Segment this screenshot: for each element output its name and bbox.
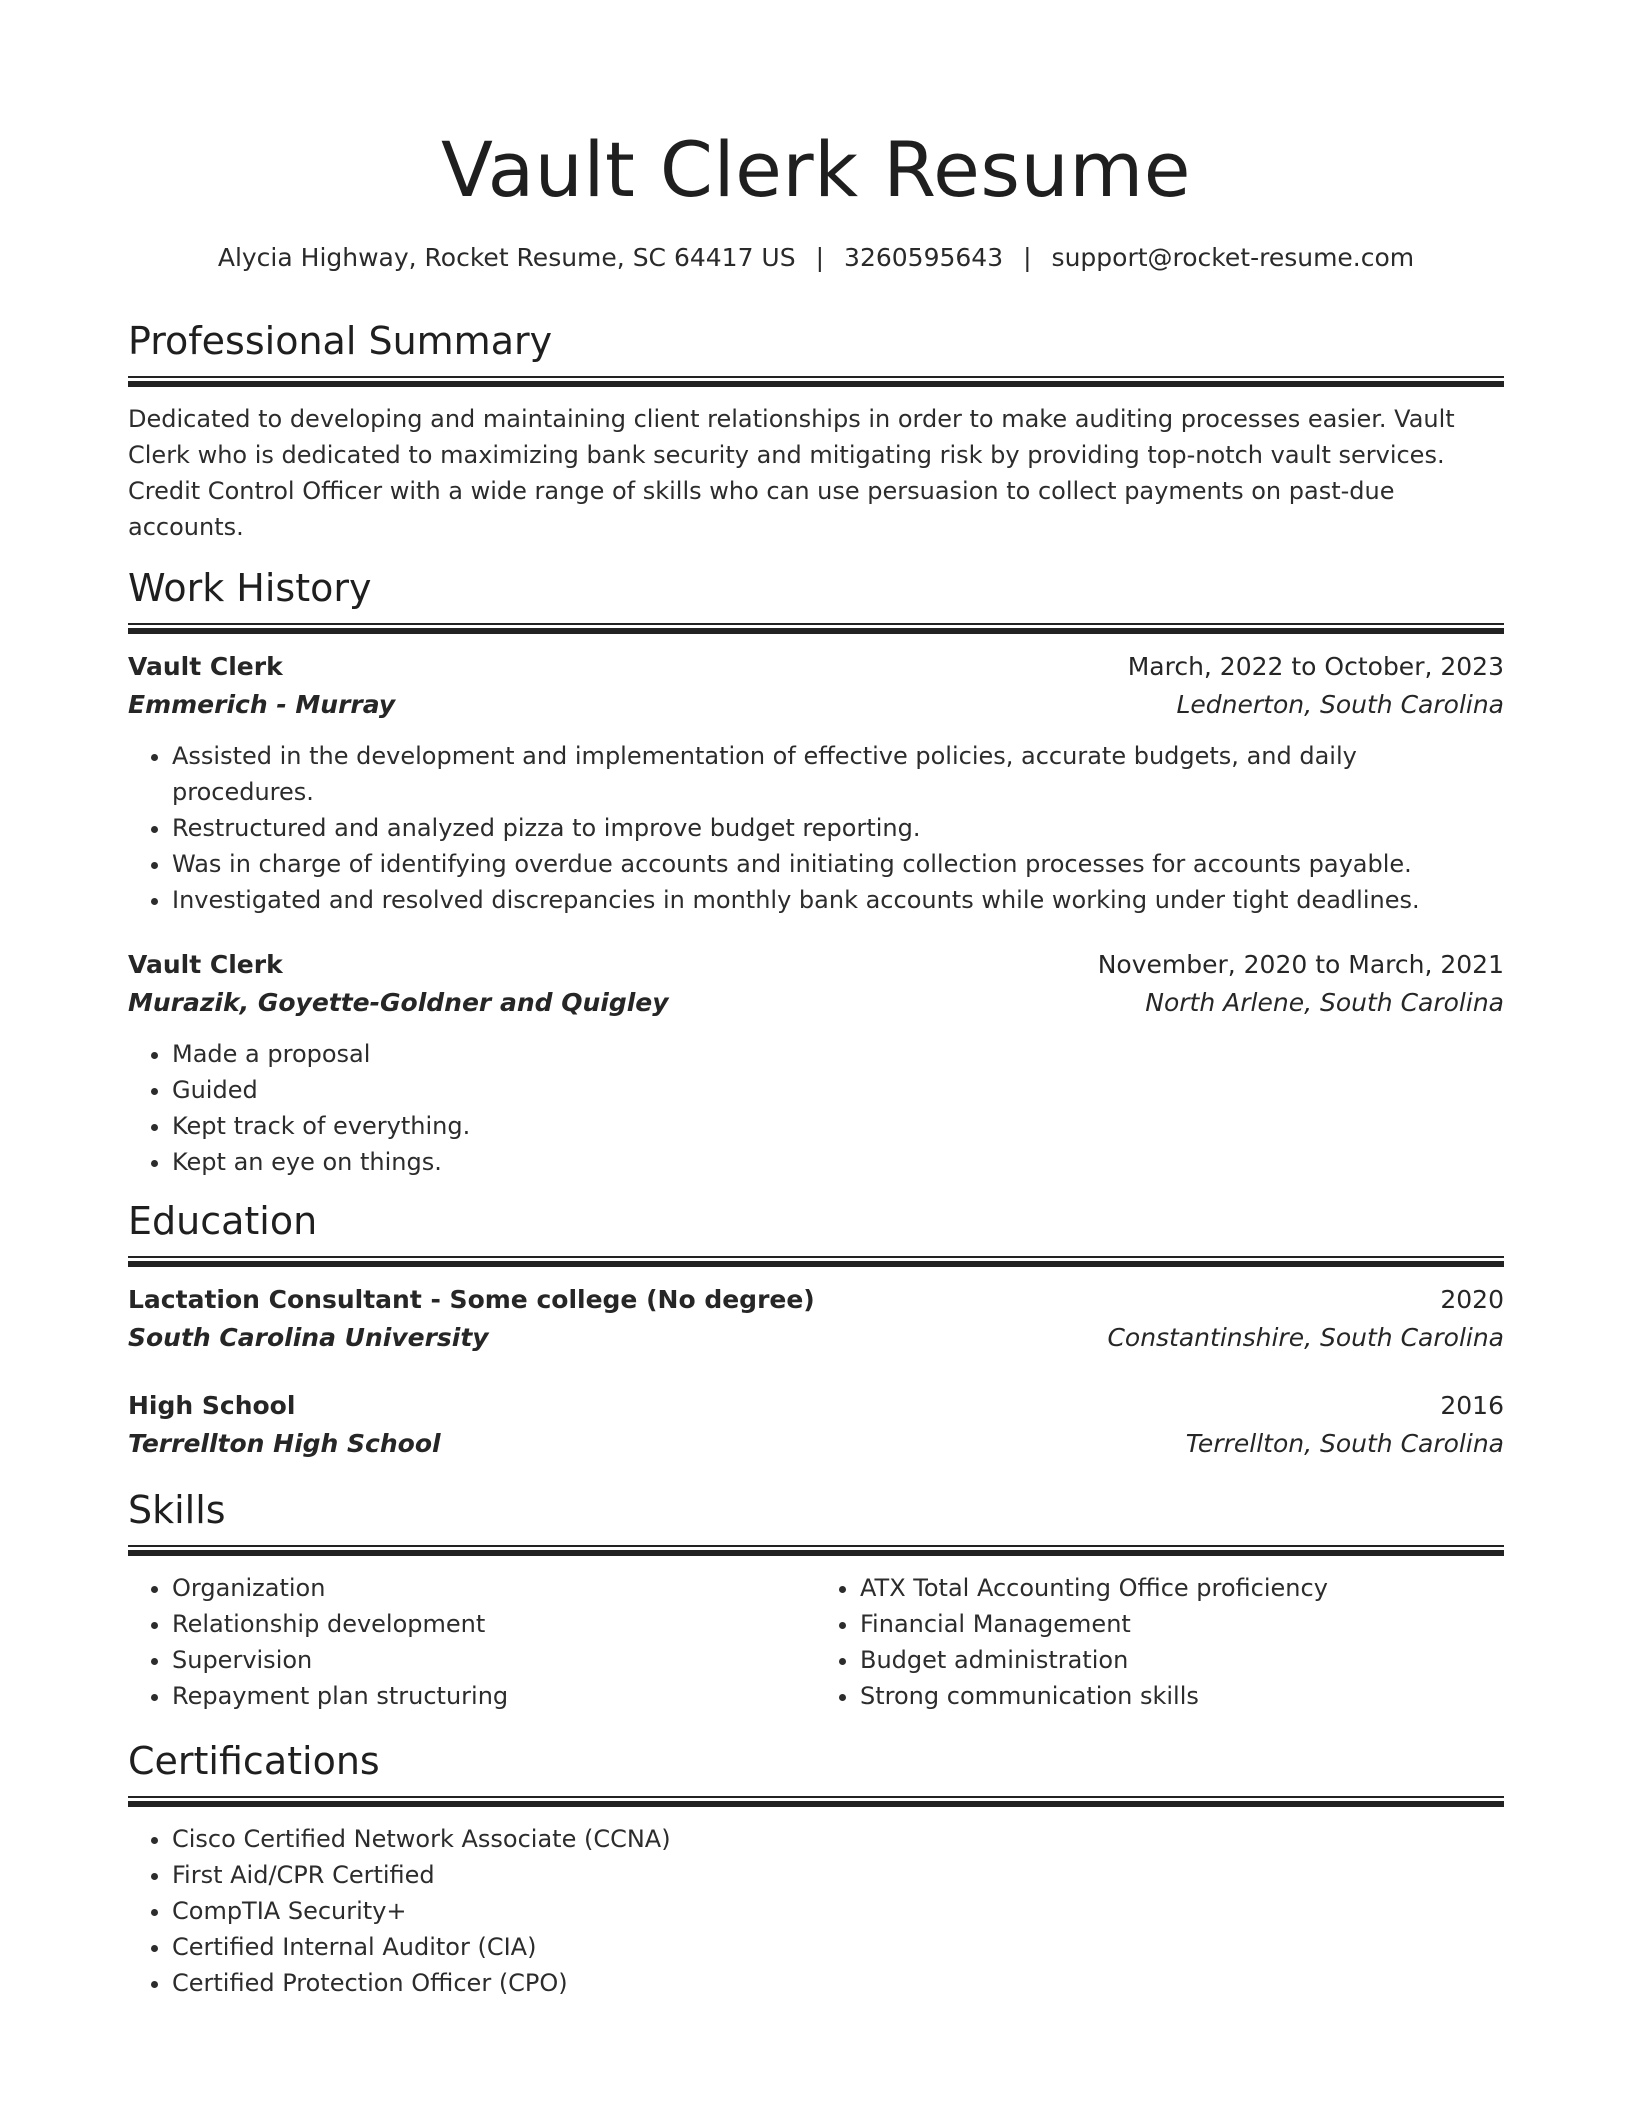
list-item: • Was in charge of identifying overdue accounts and initiating collection processes for accounts payable. [172, 846, 1504, 882]
section-heading-summary: Professional Summary [128, 319, 553, 363]
list-item: • Certified Protection Officer (CPO) [172, 1965, 1504, 2001]
section-divider [128, 1545, 1504, 1556]
job-entry [128, 648, 1504, 918]
contact-phone: 3260595643 [844, 243, 1004, 272]
job-title: Vault Clerk [128, 652, 283, 681]
contact-email: support@rocket-resume.com [1051, 243, 1415, 272]
job-bullets [128, 1036, 1504, 1180]
list-item: • Kept track of everything. [172, 1108, 1504, 1144]
education-entry [128, 1281, 1504, 1357]
education-entry [128, 1387, 1504, 1463]
summary-section [128, 316, 1504, 545]
list-item: • Assisted in the development and implementation of effective policies, accurate budgets, and daily procedures. [172, 738, 1504, 810]
job-location: Lednerton, South Carolina [1176, 690, 1504, 719]
job-title: Vault Clerk [128, 950, 283, 979]
job-dates: March, 2022 to October, 2023 [1127, 652, 1504, 681]
job-location: North Arlene, South Carolina [1145, 988, 1504, 1017]
education-school: Terrellton High School [128, 1429, 441, 1458]
education-degree: Lactation Consultant - Some college (No degree) [128, 1285, 815, 1314]
education-year: 2020 [1440, 1285, 1504, 1314]
list-item: • Guided [172, 1072, 1504, 1108]
resume-title: Vault Clerk Resume [441, 125, 1191, 214]
skills-grid [128, 1556, 1504, 1714]
job-company: Emmerich - Murray [128, 690, 396, 719]
list-item: • Investigated and resolved discrepancies in monthly bank accounts while working under tight deadlines. [172, 882, 1504, 918]
job-company: Murazik, Goyette-Goldner and Quigley [128, 988, 669, 1017]
list-item: • Supervision [172, 1642, 816, 1678]
job-dates: November, 2020 to March, 2021 [1097, 950, 1504, 979]
skills-column-right [816, 1570, 1504, 1714]
education-section [128, 1196, 1504, 1463]
list-item: • Cisco Certified Network Associate (CCNA) [172, 1821, 1504, 1857]
list-item: • Financial Management [860, 1606, 1504, 1642]
certifications-list [128, 1821, 1504, 2001]
education-degree: High School [128, 1391, 296, 1420]
job-entry [128, 946, 1504, 1180]
job-bullets [128, 738, 1504, 918]
section-heading-certifications: Certifications [128, 1739, 380, 1783]
section-divider [128, 623, 1504, 634]
contact-separator: | [1023, 243, 1032, 272]
list-item: • First Aid/CPR Certified [172, 1857, 1504, 1893]
skills-column-left [128, 1570, 816, 1714]
list-item: • Kept an eye on things. [172, 1144, 1504, 1180]
list-item: • Repayment plan structuring [172, 1678, 816, 1714]
contact-separator: | [815, 243, 825, 272]
summary-text: Dedicated to developing and maintaining client relationships in order to make auditing processes easier. Vault Clerk who is dedicated to maximizing bank security and mitigating risk by providing top-notch vault services. Credit Control Officer with a wide range of skills who can use persuasion to collect payments on past-due accounts. [128, 405, 1455, 541]
list-item: • Strong communication skills [860, 1678, 1504, 1714]
list-item: • CompTIA Security+ [172, 1893, 1504, 1929]
section-heading-skills: Skills [128, 1488, 226, 1532]
work-history-section [128, 563, 1504, 1180]
section-heading-work: Work History [128, 566, 372, 610]
list-item: • Made a proposal [172, 1036, 1504, 1072]
section-divider [128, 1256, 1504, 1267]
contact-line [128, 240, 1504, 276]
education-location: Terrellton, South Carolina [1185, 1429, 1504, 1458]
section-divider [128, 376, 1504, 387]
certifications-section [128, 1736, 1504, 2001]
list-item: • Certified Internal Auditor (CIA) [172, 1929, 1504, 1965]
section-heading-education: Education [128, 1199, 318, 1243]
list-item: • Restructured and analyzed pizza to improve budget reporting. [172, 810, 1504, 846]
skills-section [128, 1485, 1504, 1714]
list-item: • Relationship development [172, 1606, 816, 1642]
list-item: • Organization [172, 1570, 816, 1606]
section-divider [128, 1796, 1504, 1807]
list-item: • Budget administration [860, 1642, 1504, 1678]
education-year: 2016 [1440, 1391, 1504, 1420]
education-school: South Carolina University [128, 1323, 489, 1352]
list-item: • ATX Total Accounting Office proficiency [860, 1570, 1504, 1606]
contact-address: Alycia Highway, Rocket Resume, SC 64417 US [217, 243, 796, 272]
education-location: Constantinshire, South Carolina [1107, 1323, 1504, 1352]
